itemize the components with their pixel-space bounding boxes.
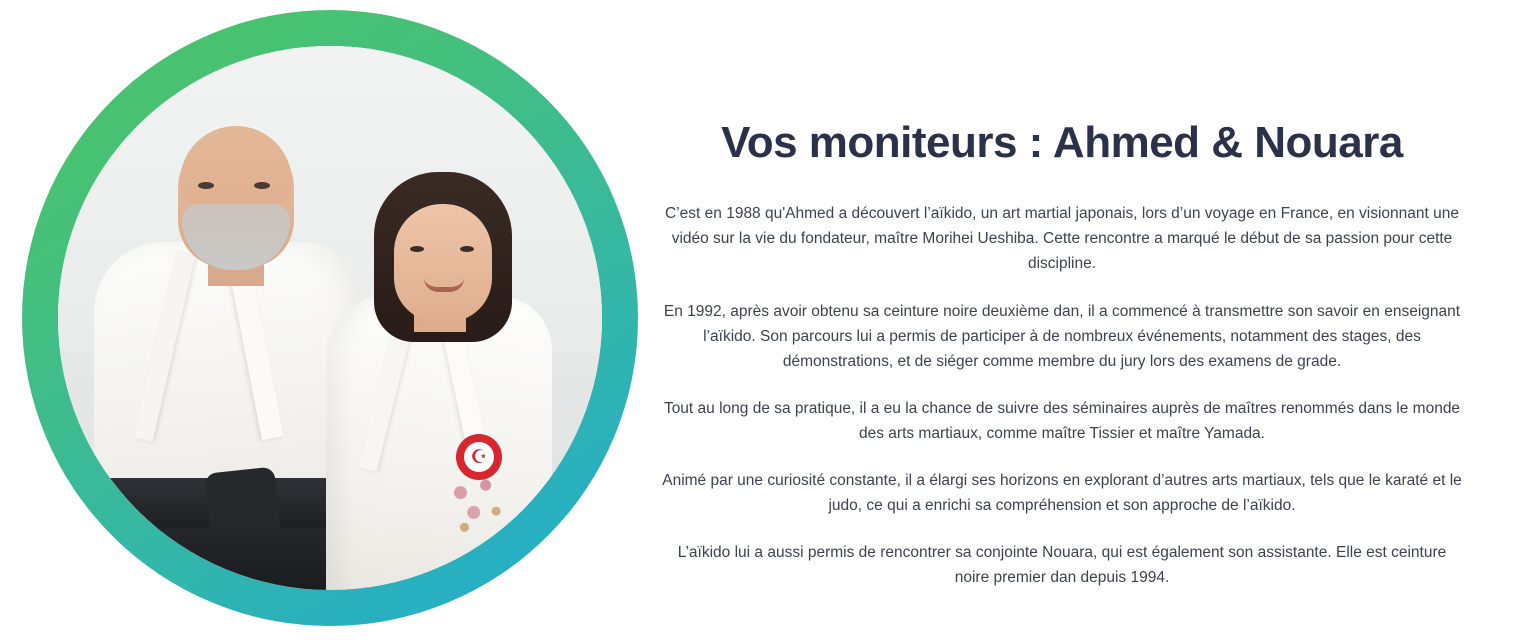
- monitors-text-block: [640, 0, 1536, 631]
- body-paragraph-5: L’aïkido lui a aussi permis de rencontrer sa conjointe Nouara, qui est également son assistante. Elle est ceinture noire premier dan depuis 1994.: [677, 544, 1447, 587]
- woman-face: [394, 204, 492, 322]
- man-eye-right: [254, 182, 270, 189]
- crescent-star-glyph: ☪: [464, 442, 494, 472]
- man-eye-left: [198, 182, 214, 189]
- body-paragraph-3: Tout au long de sa pratique, il a eu la chance de suivre des séminaires auprès de maîtres renommés dans le monde des arts martiaux, comme maître Tissier et maître Yamada.: [663, 399, 1461, 443]
- body-paragraph-2: En 1992, après avoir obtenu sa ceinture noire deuxième dan, il a commencé à transmettre son savoir en enseignant l’aïkido. Son parcours lui a permis de participer à de nombreux événements, notamment des stages, des démonstrations, et de siéger comme membre du jury lors des examens de grade.: [663, 302, 1461, 370]
- woman-eye-left: [410, 246, 424, 252]
- monitors-portrait: [58, 46, 602, 590]
- body-paragraph-4: Animé par une curiosité constante, il a élargi ses horizons en explorant d’autres arts martiaux, tels que le karaté et le judo, ce qui a enrichi sa compréhension et son approche de l’aïkido.: [662, 472, 1462, 515]
- portrait-scene: [58, 46, 602, 590]
- page-title: Vos moniteurs : Ahmed & Nouara: [721, 118, 1403, 167]
- body-paragraph-1: C’est en 1988 qu'Ahmed a découvert l’aïkido, un art martial japonais, lors d’un voyage en France, en visionnant une vidéo sur la vie du fondateur, maître Morihei Ueshiba. Cette rencontre a marqué le début de sa passion pour cette discipline.: [665, 205, 1459, 273]
- woman-eye-right: [460, 246, 474, 252]
- monitors-photo-block: [0, 0, 640, 640]
- tunisia-flag-icon: [456, 434, 502, 480]
- gi-embroidery-decoration: [446, 474, 512, 536]
